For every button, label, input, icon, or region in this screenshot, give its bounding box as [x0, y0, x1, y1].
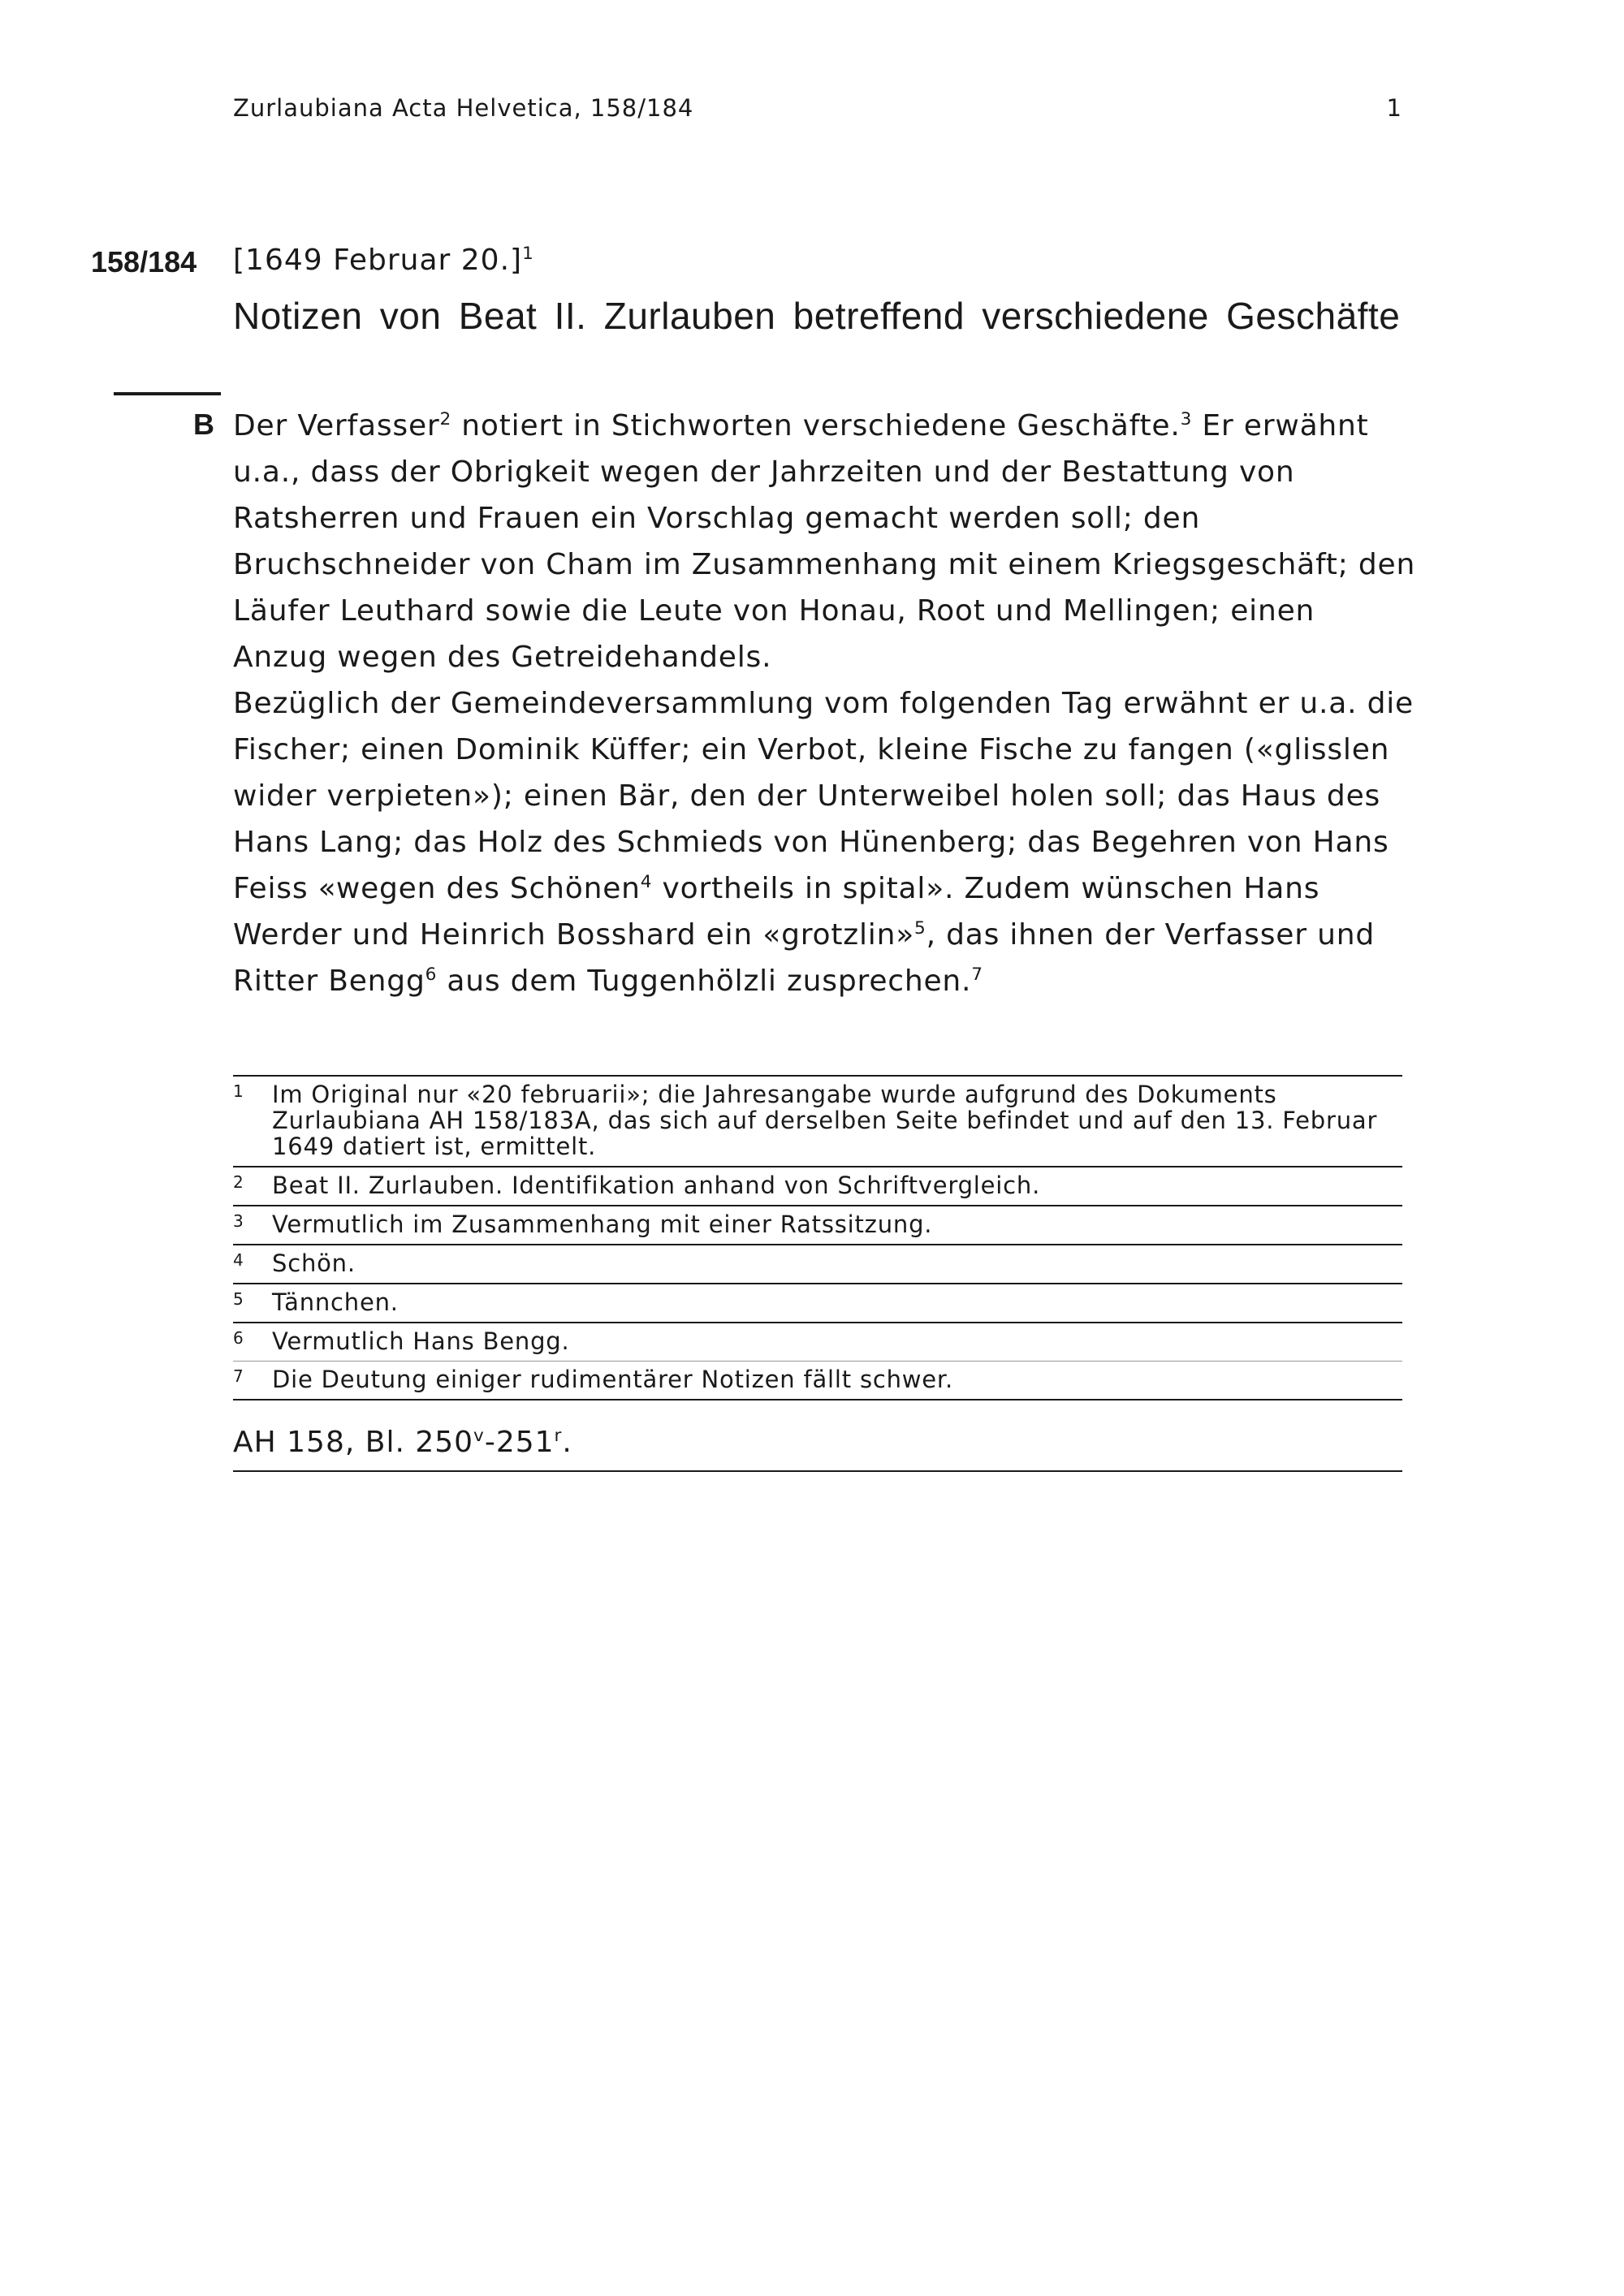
footnote-6	[233, 1323, 1402, 1362]
footnote-5	[233, 1284, 1402, 1323]
footnote-3	[233, 1206, 1402, 1245]
footnote-text: Vermutlich Hans Bengg.	[272, 1327, 570, 1355]
footnote-4	[233, 1245, 1402, 1284]
document-number: 158/184	[91, 245, 197, 278]
document-title: Notizen von Beat II. Zurlauben betreffend verschiedene Geschäfte	[233, 295, 1401, 337]
footnote-number: 5	[233, 1289, 244, 1309]
footnote-1	[233, 1077, 1402, 1167]
footnotes	[233, 1075, 1402, 1400]
date-text: [1649 Februar 20.]	[233, 244, 523, 277]
footnote-number: 2	[233, 1172, 244, 1192]
footnote-ref-1: 1	[522, 244, 534, 264]
document-date	[233, 244, 534, 277]
footnote-2	[233, 1167, 1402, 1206]
source-reference: AH 158, Bl. 250$^v$-251$^r$.	[233, 1419, 1402, 1472]
footnote-text: Die Deutung einiger rudimentärer Notizen fällt schwer.	[272, 1366, 954, 1393]
document-type-letter: B	[193, 408, 214, 441]
footnote-ref-5: 5	[914, 918, 926, 939]
page-number: 1	[1386, 94, 1402, 122]
running-head	[233, 94, 1402, 127]
footnote-7	[233, 1362, 1402, 1400]
footnote-ref-4: 4	[640, 872, 653, 892]
footnote-ref-3: 3	[1180, 409, 1193, 429]
footnote-text: Vermutlich im Zusammenhang mit einer Ratssitzung.	[272, 1211, 933, 1238]
footnote-number: 4	[233, 1250, 244, 1270]
footnote-number: 1	[233, 1081, 244, 1101]
footnote-text: Tännchen.	[272, 1288, 399, 1316]
summary-paragraph-2: Bezüglich der Gemeindeversammlung vom folgenden Tag erwähnt er u.a. die Fischer; einen Dominik Küffer; ein Verbot, kleine Fische zu fangen («glisslen wider verpieten»); einen Bär, den der Unterweibel holen soll; das Haus des Hans Lang; das Holz des Schmieds von Hünenberg; das Begehren von Hans Feiss «wegen des Schönen$^4$ vortheils in spital». Zudem wünschen Hans Werder und Heinrich Bosshard ein «grotzlin»$^5$, das ihnen der Verfasser und Ritter Bengg$^6$ aus dem Tuggenhölzli zusprechen.$^7$	[233, 687, 1414, 998]
running-head-title: Zurlaubiana Acta Helvetica, 158/184	[233, 94, 694, 122]
footnote-ref-2: 2	[439, 409, 452, 429]
footnote-number: 6	[233, 1328, 244, 1348]
footnote-text: Beat II. Zurlauben. Identifikation anhand von Schriftvergleich.	[272, 1172, 1041, 1199]
footnote-number: 3	[233, 1211, 244, 1231]
summary-text	[233, 403, 1419, 1004]
summary-paragraph-1: Der Verfasser$^2$ notiert in Stichworten verschiedene Geschäfte.$^3$ Er erwähnt u.a., dass der Obrigkeit wegen der Jahrzeiten und der Bestattung von Ratsherren und Frauen ein Vorschlag gemacht werden soll; den Bruchschneider von Cham im Zusammenhang mit einem Kriegsgeschäft; den Läufer Leuthard sowie die Leute von Honau, Root und Mellingen; einen Anzug wegen des Getreidehandels.	[233, 409, 1416, 674]
footnote-number: 7	[233, 1366, 244, 1386]
footnote-text: Im Original nur «20 februarii»; die Jahresangabe wurde aufgrund des Dokuments Zurlaubiana AH 158/183A, das sich auf derselben Seite befindet und auf den 13. Februar 1649 datiert ist, ermittelt.	[272, 1081, 1378, 1160]
footnote-text: Schön.	[272, 1249, 356, 1277]
footnote-ref-7: 7	[971, 965, 983, 985]
footnote-ref-6: 6	[425, 965, 438, 985]
margin-rule	[114, 392, 221, 395]
